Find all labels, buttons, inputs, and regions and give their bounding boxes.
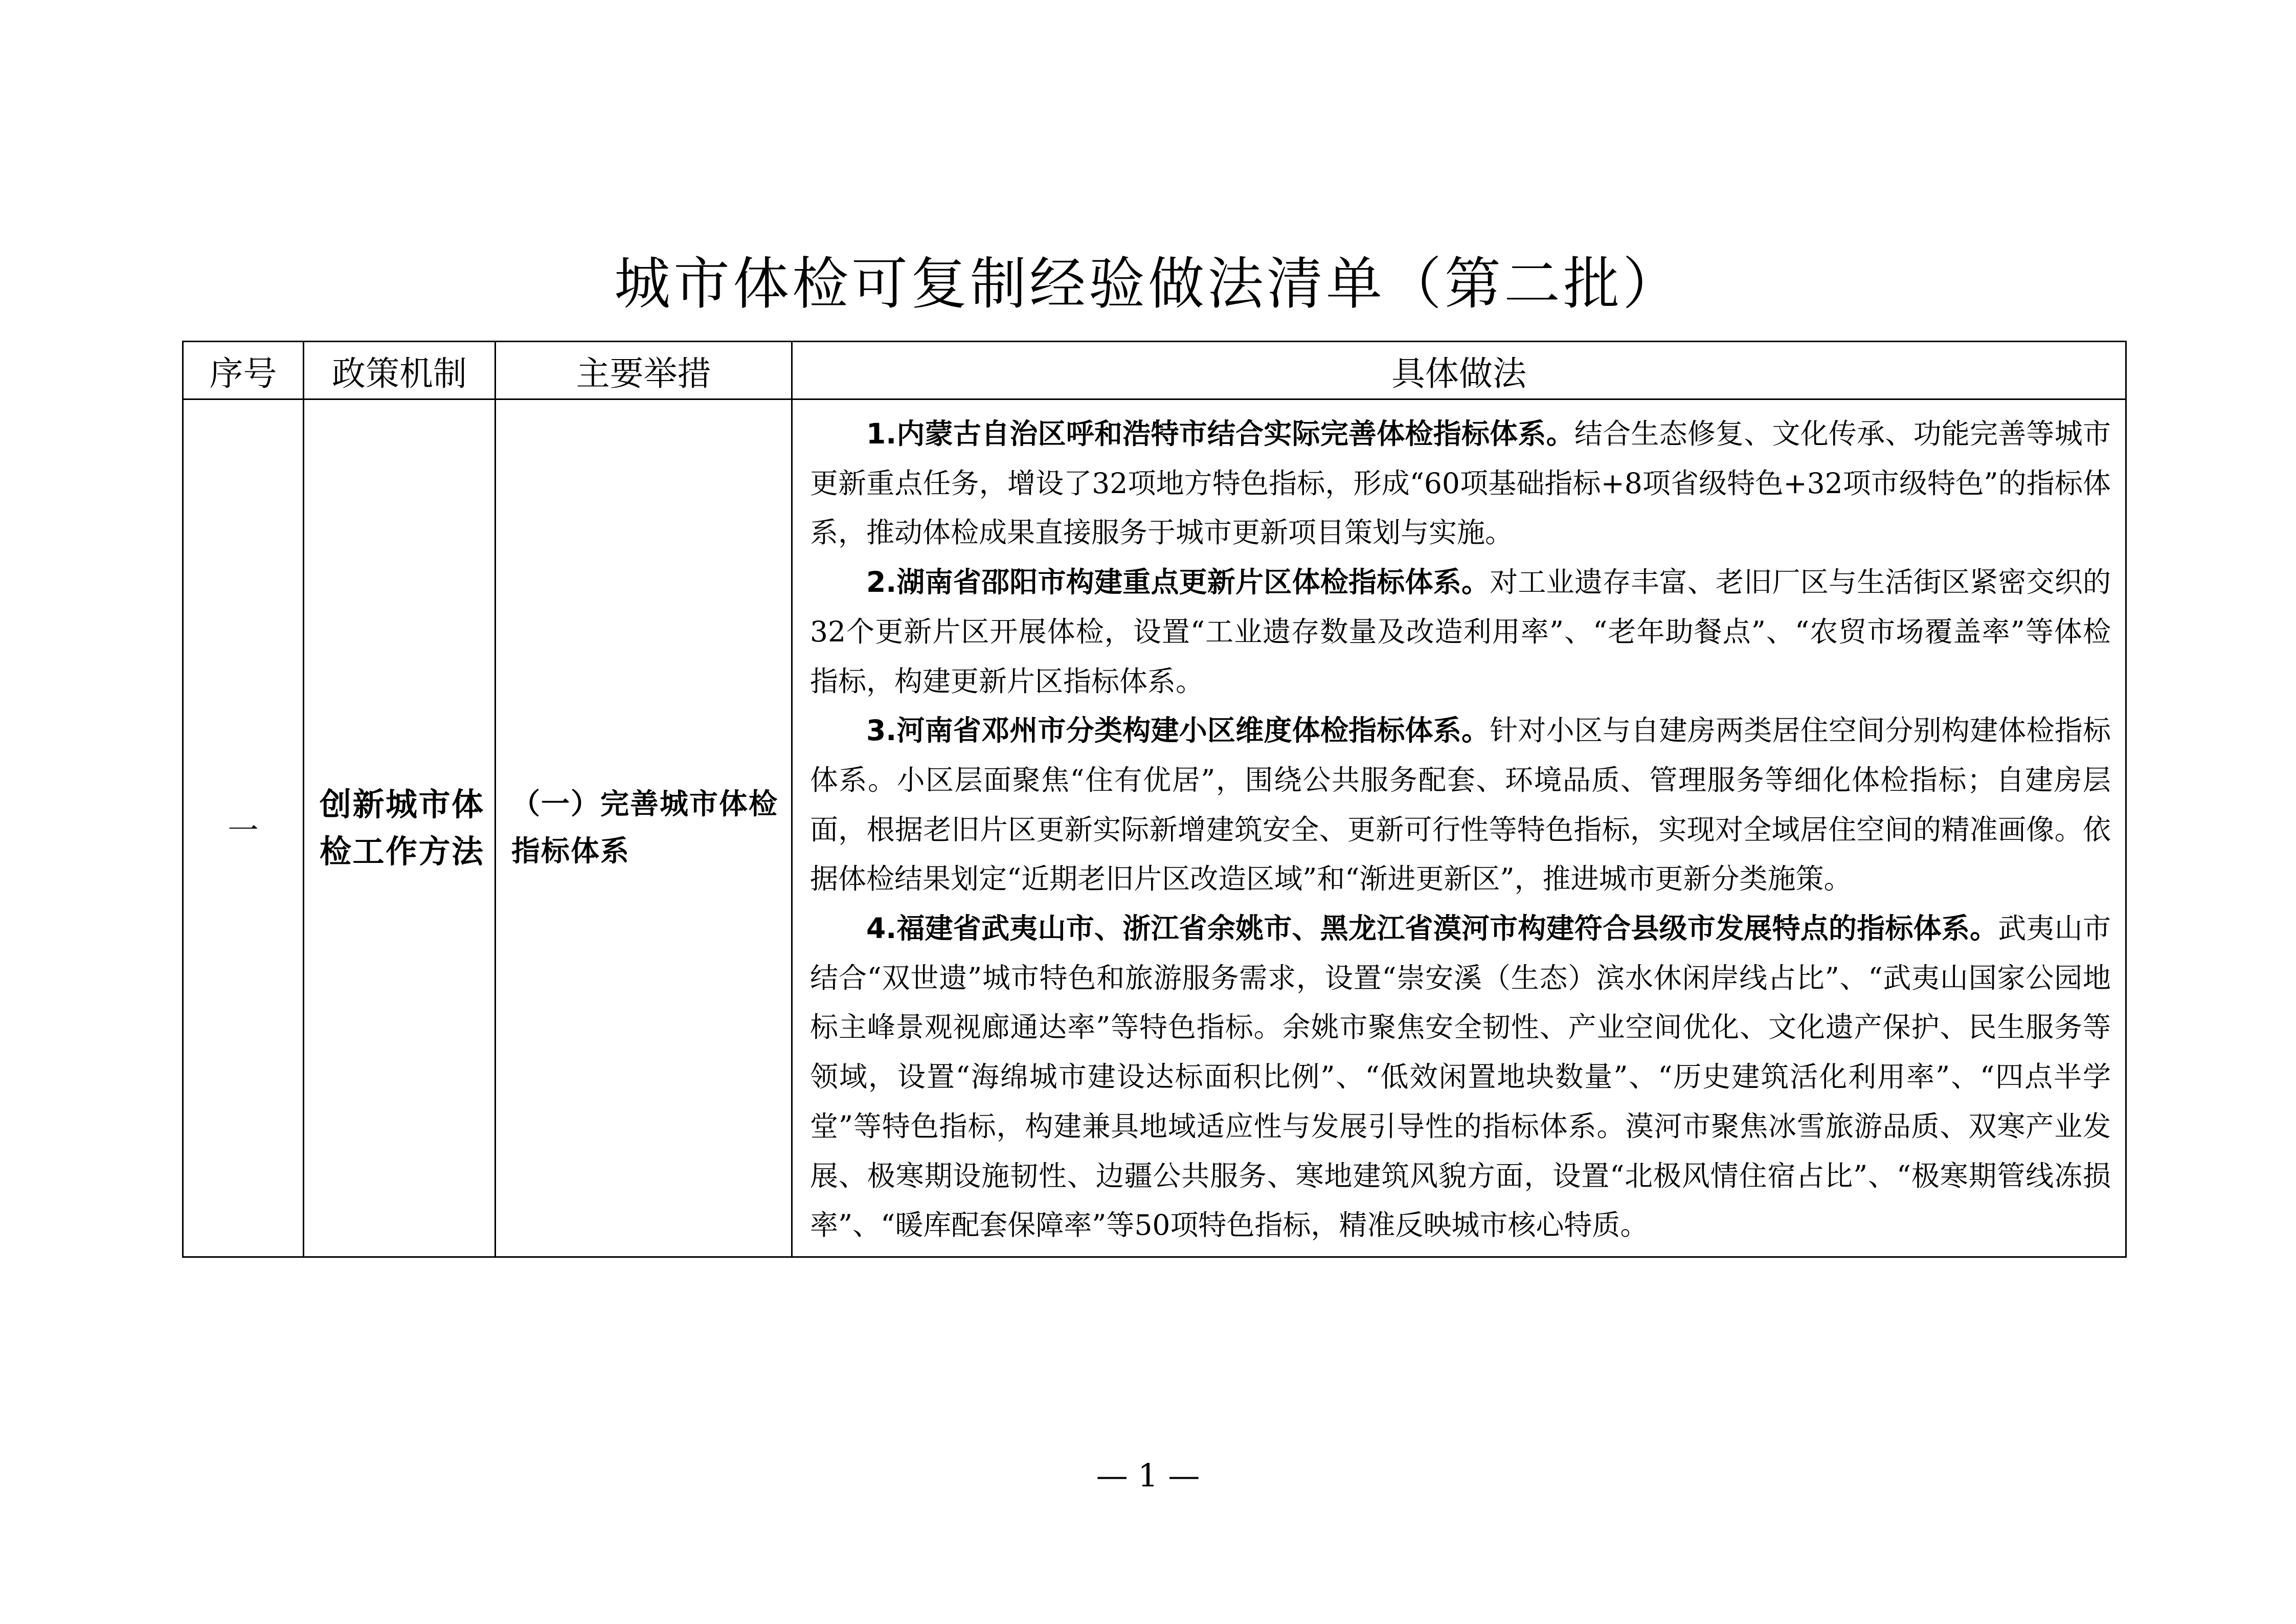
detail-item-body: 结合生态修复、文化传承、功能完善等城市更新重点任务，增设了32项地方特色指标，形成“60项基础指标+8项省级特色+32项市级特色”的指标体系，推动体检成果直接服务于城市更新项目策划与实施。 — [810, 417, 2111, 549]
row-seq: 一 — [183, 399, 304, 1257]
header-seq: 序号 — [183, 342, 304, 399]
page-number: — 1 — — [1096, 1457, 1200, 1494]
header-measure: 主要举措 — [496, 342, 792, 399]
detail-item-lead: 1.内蒙古自治区呼和浩特市结合实际完善体检指标体系。 — [866, 417, 1574, 450]
header-detail: 具体做法 — [792, 342, 2126, 399]
header-policy: 政策机制 — [304, 342, 496, 399]
measures-table — [182, 341, 2127, 1258]
detail-item-3 — [810, 706, 2111, 904]
detail-item-lead: 2.湖南省邵阳市构建重点更新片区体检指标体系。 — [866, 566, 1490, 599]
row-detail — [792, 399, 2126, 1257]
detail-item-body: 对工业遗存丰富、老旧厂区与生活街区紧密交织的32个更新片区开展体检，设置“工业遗存数量及改造利用率”、“老年助餐点”、“农贸市场覆盖率”等体检指标，构建更新片区指标体系。 — [810, 566, 2111, 698]
page-title: 城市体检可复制经验做法清单（第二批） — [614, 251, 1682, 317]
row-policy: 创新城市体检工作方法 — [304, 399, 496, 1257]
detail-item-lead: 4.福建省武夷山市、浙江省余姚市、黑龙江省漠河市构建符合县级市发展特点的指标体系。 — [866, 912, 1998, 945]
row-measure: （一）完善城市体检指标体系 — [496, 399, 792, 1257]
detail-item-lead: 3.河南省邓州市分类构建小区维度体检指标体系。 — [866, 714, 1490, 747]
detail-item-body: 武夷山市结合“双世遗”城市特色和旅游服务需求，设置“崇安溪（生态）滨水休闲岸线占比”、“武夷山国家公园地标主峰景观视廊通达率”等特色指标。余姚市聚焦安全韧性、产业空间优化、文化遗产保护、民生服务等领域，设置“海绵城市建设达标面积比例”、“低效闲置地块数量”、“历史建筑活化利用率”、“四点半学堂”等特色指标，构建兼具地域适应性与发展引导性的指标体系。漠河市聚焦冰雪旅游品质、双寒产业发展、极寒期设施韧性、边疆公共服务、寒地建筑风貌方面，设置“北极风情住宿占比”、“极寒期管线冻损率”、“暖库配套保障率”等50项特色指标，精准反映城市核心特质。 — [810, 912, 2111, 1242]
detail-item-body: 针对小区与自建房两类居住空间分别构建体检指标体系。小区层面聚焦“住有优居”，围绕公共服务配套、环境品质、管理服务等细化体检指标；自建房层面，根据老旧片区更新实际新增建筑安全、更新可行性等特色指标，实现对全域居住空间的精准画像。依据体检结果划定“近期老旧片区改造区域”和“渐进更新区”，推进城市更新分类施策。 — [810, 714, 2111, 896]
detail-item-1 — [810, 409, 2111, 558]
detail-item-2 — [810, 558, 2111, 706]
detail-item-4 — [810, 904, 2111, 1250]
table-row — [183, 399, 2126, 1257]
table-header-row — [183, 342, 2126, 399]
